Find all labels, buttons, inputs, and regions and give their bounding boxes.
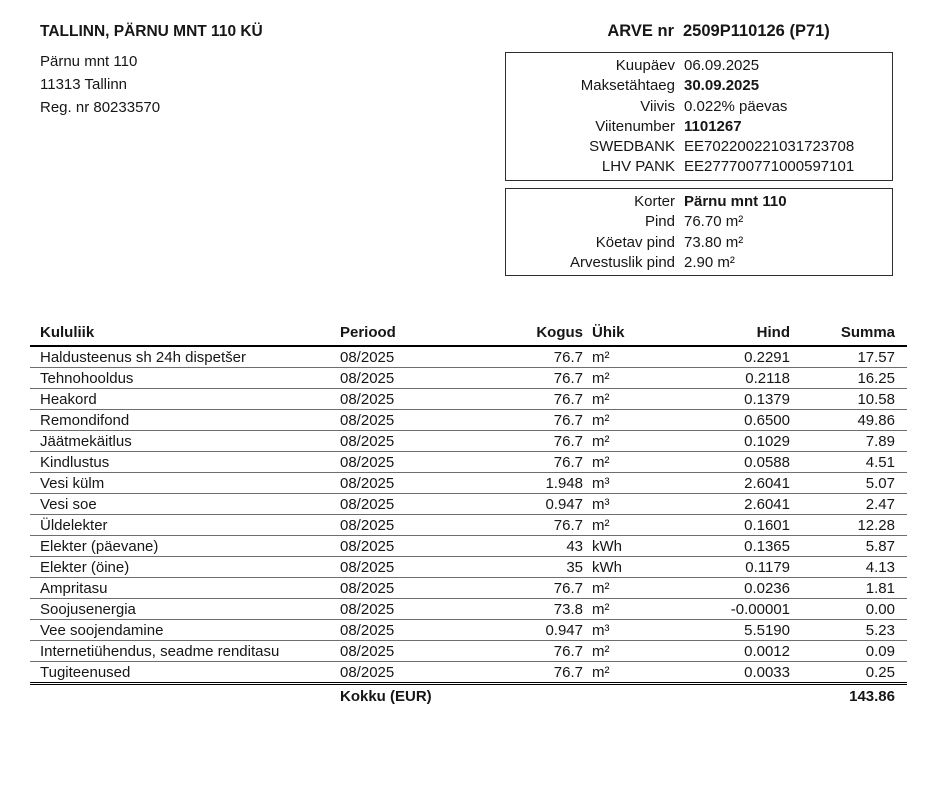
cell-kululiik: Tugiteenused: [30, 662, 340, 684]
cell-periood: 08/2025: [340, 557, 470, 578]
cell-periood: 08/2025: [340, 473, 470, 494]
cell-summa: 7.89: [790, 431, 907, 452]
cell-kogus: 76.7: [470, 578, 583, 599]
cell-kogus: 76.7: [470, 452, 583, 473]
cell-kogus: 73.8: [470, 599, 583, 620]
cell-summa: 5.23: [790, 620, 907, 641]
cell-kogus: 76.7: [470, 368, 583, 389]
cell-periood: 08/2025: [340, 389, 470, 410]
cell-periood: 08/2025: [340, 641, 470, 662]
table-row: [30, 641, 907, 662]
cell-periood: 08/2025: [340, 620, 470, 641]
cell-kululiik: Vee soojendamine: [30, 620, 340, 641]
cell-kululiik: Haldusteenus sh 24h dispetšer: [30, 346, 340, 368]
cell-summa: 49.86: [790, 410, 907, 431]
payment-detail-row-label: Maksetähtaeg: [580, 77, 675, 95]
cell-periood: 08/2025: [340, 346, 470, 368]
payment-detail-row: [506, 137, 892, 157]
cell-kogus: 76.7: [470, 515, 583, 536]
cell-uhik: m²: [583, 578, 660, 599]
cell-kogus: 0.947: [470, 494, 583, 515]
cell-uhik: m²: [583, 346, 660, 368]
cell-summa: 5.87: [790, 536, 907, 557]
issuer-address-line1: Pärnu mnt 110: [40, 53, 138, 70]
cell-kogus: 35: [470, 557, 583, 578]
cell-uhik: kWh: [583, 536, 660, 557]
payment-detail-row-label: SWEDBANK: [589, 138, 675, 156]
invoice-title: [505, 22, 895, 41]
cell-kululiik: Soojusenergia: [30, 599, 340, 620]
column-header-kululiik: Kululiik: [30, 324, 340, 346]
charges-table: [30, 324, 907, 707]
cell-kogus: 76.7: [470, 641, 583, 662]
table-row: [30, 452, 907, 473]
payment-detail-row-label: Kuupäev: [615, 57, 675, 74]
cell-summa: 0.00: [790, 599, 907, 620]
cell-uhik: m²: [583, 641, 660, 662]
cell-kogus: 76.7: [470, 410, 583, 431]
apartment-detail-row-value: Pärnu mnt 110: [684, 193, 787, 210]
payment-details-box: [505, 52, 893, 181]
apartment-detail-row: [506, 233, 892, 253]
table-row: [30, 389, 907, 410]
cell-kululiik: Ampritasu: [30, 578, 340, 599]
cell-summa: 10.58: [790, 389, 907, 410]
table-row: [30, 346, 907, 368]
cell-uhik: m²: [583, 410, 660, 431]
payment-detail-row-value: EE702200221031723708: [684, 138, 855, 156]
cell-periood: 08/2025: [340, 494, 470, 515]
table-row: [30, 473, 907, 494]
payment-detail-row-label: Viitenumber: [595, 117, 675, 135]
payment-detail-row: [506, 56, 892, 76]
cell-hind: 0.1365: [660, 536, 790, 557]
apartment-detail-row-label: Korter: [634, 193, 675, 210]
cell-periood: 08/2025: [340, 452, 470, 473]
apartment-detail-row-label: Arvestuslik pind: [569, 253, 675, 271]
invoice-number: 2509P110126 (P71): [683, 22, 830, 40]
cell-uhik: m³: [583, 473, 660, 494]
apartment-detail-row-value: 76.70 m²: [684, 213, 744, 231]
total-row-spacer: [30, 684, 340, 707]
payment-detail-row-value: 30.09.2025: [684, 77, 760, 95]
column-header-uhik: Ühik: [583, 324, 660, 346]
cell-summa: 0.09: [790, 641, 907, 662]
cell-uhik: m³: [583, 494, 660, 515]
cell-kululiik: Kindlustus: [30, 452, 340, 473]
cell-kululiik: Elekter (päevane): [30, 536, 340, 557]
cell-uhik: m³: [583, 620, 660, 641]
apartment-detail-row: [506, 212, 892, 232]
apartment-details-box: [505, 188, 893, 276]
cell-periood: 08/2025: [340, 410, 470, 431]
payment-detail-row: [506, 97, 892, 117]
cell-kululiik: Vesi soe: [30, 494, 340, 515]
total-row-spacer: [660, 684, 790, 707]
cell-uhik: m²: [583, 515, 660, 536]
cell-hind: 5.5190: [660, 620, 790, 641]
issuer-name: TALLINN, PÄRNU MNT 110 KÜ: [40, 23, 263, 40]
cell-periood: 08/2025: [340, 662, 470, 684]
column-header-periood: Periood: [340, 324, 470, 346]
payment-detail-row-label: LHV PANK: [601, 158, 675, 176]
table-row: [30, 410, 907, 431]
total-label: Kokku (EUR): [340, 684, 660, 707]
cell-kululiik: Elekter (öine): [30, 557, 340, 578]
apartment-detail-row: [506, 192, 892, 212]
cell-uhik: m²: [583, 389, 660, 410]
cell-summa: 4.51: [790, 452, 907, 473]
issuer-block: [40, 20, 263, 119]
cell-periood: 08/2025: [340, 515, 470, 536]
table-row: [30, 368, 907, 389]
cell-hind: 0.1601: [660, 515, 790, 536]
issuer-reg-nr: Reg. nr 80233570: [40, 99, 161, 116]
cell-kululiik: Tehnohooldus: [30, 368, 340, 389]
table-row: [30, 494, 907, 515]
table-row: [30, 431, 907, 452]
payment-detail-row-value: 1101267: [684, 117, 742, 135]
apartment-detail-row-label: Köetav pind: [595, 233, 675, 251]
cell-summa: 0.25: [790, 662, 907, 684]
cell-hind: -0.00001: [660, 599, 790, 620]
table-row: [30, 662, 907, 684]
cell-summa: 5.07: [790, 473, 907, 494]
cell-summa: 2.47: [790, 494, 907, 515]
cell-hind: 0.1179: [660, 557, 790, 578]
apartment-detail-row-value: 2.90 m²: [684, 253, 735, 271]
payment-detail-row: [506, 76, 892, 96]
payment-detail-row-label: Viivis: [640, 97, 675, 115]
cell-kogus: 76.7: [470, 389, 583, 410]
cell-uhik: m²: [583, 452, 660, 473]
cell-summa: 4.13: [790, 557, 907, 578]
cell-kululiik: Üldelekter: [30, 515, 340, 536]
cell-kogus: 76.7: [470, 431, 583, 452]
cell-hind: 0.0012: [660, 641, 790, 662]
invoice-title-label: ARVE nr: [607, 22, 674, 40]
issuer-address-line2: 11313 Tallinn: [40, 76, 128, 93]
column-header-kogus: Kogus: [470, 324, 583, 346]
cell-hind: 0.2291: [660, 346, 790, 368]
cell-periood: 08/2025: [340, 578, 470, 599]
column-header-hind: Hind: [660, 324, 790, 346]
table-row: [30, 620, 907, 641]
payment-detail-row: [506, 117, 892, 137]
cell-kogus: 0.947: [470, 620, 583, 641]
cell-hind: 0.0033: [660, 662, 790, 684]
cell-uhik: m²: [583, 662, 660, 684]
cell-summa: 1.81: [790, 578, 907, 599]
cell-uhik: m²: [583, 368, 660, 389]
cell-kululiik: Internetiühendus, seadme renditasu: [30, 641, 340, 662]
payment-detail-row-value: 0.022% päevas: [684, 97, 788, 115]
cell-hind: 0.2118: [660, 368, 790, 389]
cell-uhik: kWh: [583, 557, 660, 578]
column-header-summa: Summa: [790, 324, 907, 346]
cell-kogus: 43: [470, 536, 583, 557]
cell-hind: 0.6500: [660, 410, 790, 431]
cell-kogus: 1.948: [470, 473, 583, 494]
cell-hind: 2.6041: [660, 473, 790, 494]
table-row: [30, 599, 907, 620]
cell-periood: 08/2025: [340, 599, 470, 620]
apartment-detail-row: [506, 253, 892, 273]
payment-detail-row-value: EE277700771000597101: [684, 158, 855, 176]
table-row: [30, 515, 907, 536]
table-row: [30, 557, 907, 578]
cell-periood: 08/2025: [340, 536, 470, 557]
cell-kululiik: Jäätmekäitlus: [30, 431, 340, 452]
cell-hind: 0.0236: [660, 578, 790, 599]
cell-hind: 2.6041: [660, 494, 790, 515]
payment-detail-row: [506, 157, 892, 177]
cell-kogus: 76.7: [470, 346, 583, 368]
cell-kogus: 76.7: [470, 662, 583, 684]
payment-detail-row-value: 06.09.2025: [684, 57, 760, 74]
table-row: [30, 536, 907, 557]
total-value: 143.86: [790, 684, 907, 707]
cell-periood: 08/2025: [340, 368, 470, 389]
cell-uhik: m²: [583, 599, 660, 620]
cell-periood: 08/2025: [340, 431, 470, 452]
cell-uhik: m²: [583, 431, 660, 452]
cell-hind: 0.0588: [660, 452, 790, 473]
cell-summa: 17.57: [790, 346, 907, 368]
table-row: [30, 578, 907, 599]
cell-summa: 16.25: [790, 368, 907, 389]
cell-kululiik: Remondifond: [30, 410, 340, 431]
cell-summa: 12.28: [790, 515, 907, 536]
cell-kululiik: Heakord: [30, 389, 340, 410]
cell-kululiik: Vesi külm: [30, 473, 340, 494]
cell-hind: 0.1379: [660, 389, 790, 410]
apartment-detail-row-value: 73.80 m²: [684, 233, 744, 251]
total-row: [30, 684, 907, 707]
apartment-detail-row-label: Pind: [644, 213, 675, 231]
cell-hind: 0.1029: [660, 431, 790, 452]
